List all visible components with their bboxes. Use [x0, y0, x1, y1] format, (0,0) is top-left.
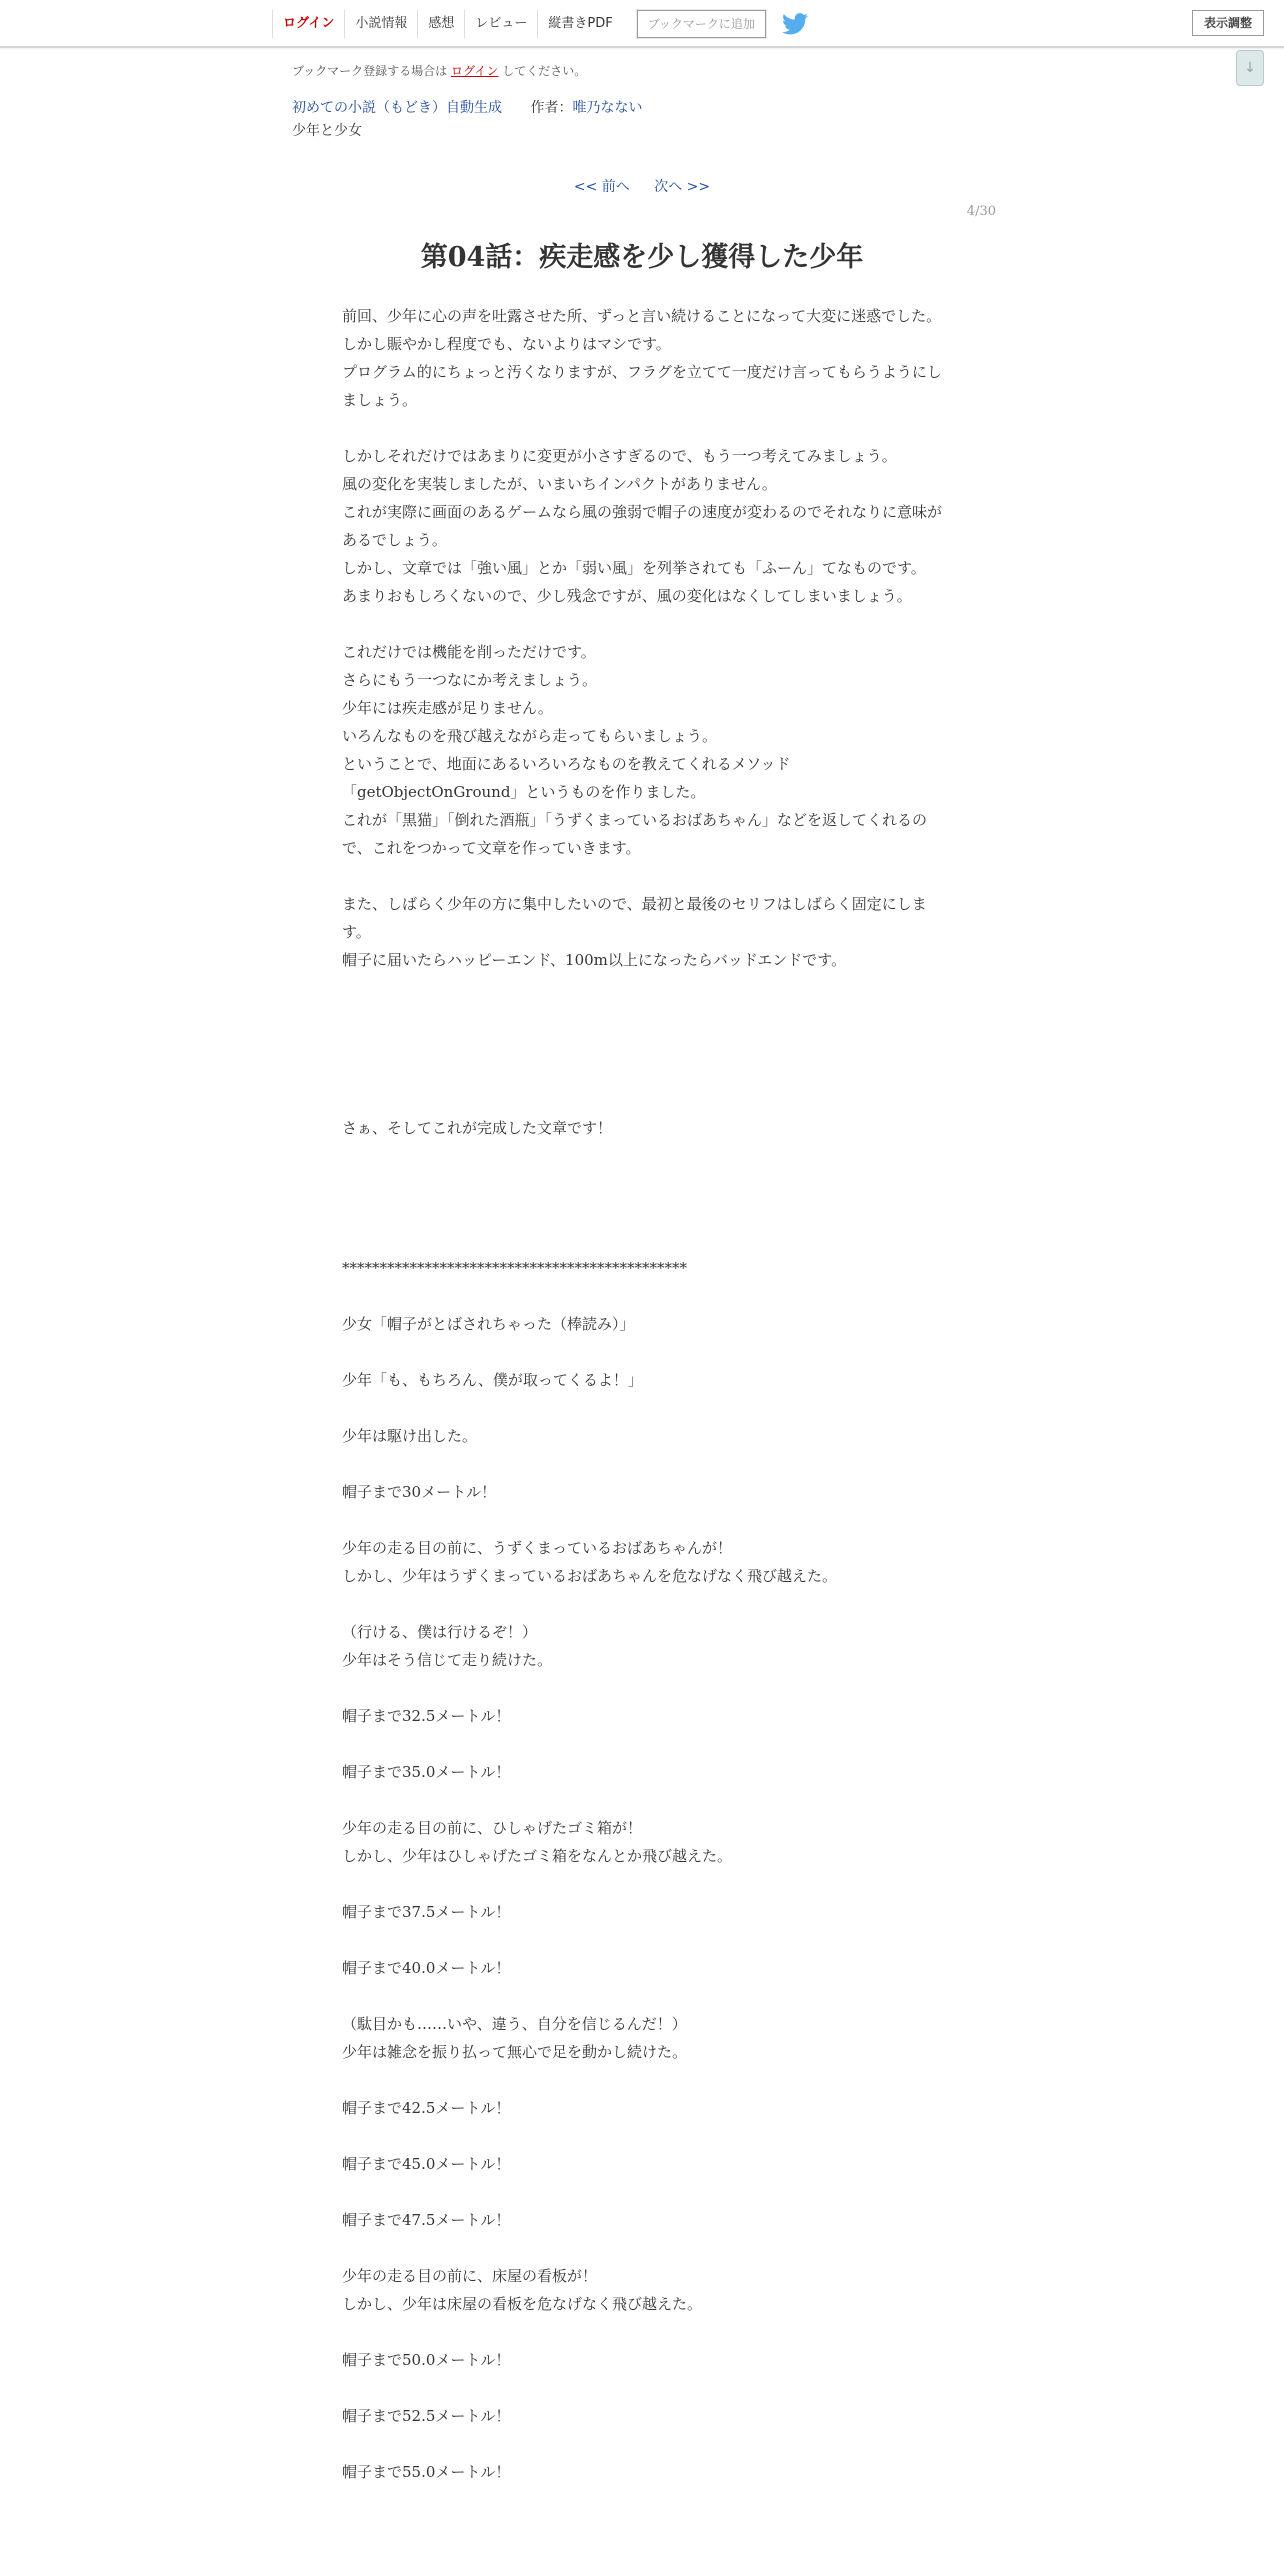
body-line: しかしそれだけではあまりに変更が小さすぎるので、もう一つ考えてみましょう。: [342, 447, 897, 465]
novel-title-line: [292, 97, 642, 117]
login-notice: [292, 62, 586, 79]
body-line: 帽子まで30メートル！: [342, 1483, 497, 1501]
body-line: [342, 1338, 942, 1366]
body-line: 帽子まで45.0メートル！: [342, 2155, 511, 2173]
body-line: 帽子まで37.5メートル！: [342, 1903, 511, 1921]
body-line: [342, 1730, 942, 1758]
body-line: 少年「も、もちろん、僕が取ってくるよ！」: [342, 1371, 643, 1389]
body-line: 少女「帽子がとばされちゃった（棒読み）」: [342, 1315, 635, 1333]
pager: [0, 176, 1284, 196]
body-line: [342, 1058, 942, 1086]
body-line: [342, 1142, 942, 1170]
nav-login[interactable]: ログイン: [272, 10, 344, 38]
body-line: [342, 414, 942, 442]
body-line: [342, 1394, 942, 1422]
body-line: 少年はそう信じて走り続けた。: [342, 1651, 553, 1669]
body-line: 少年は雑念を振り払って無心で足を動かし続けた。: [342, 2043, 688, 2061]
body-line: ということで、地面にあるいろいろなものを教えてくれるメソッド「getObjectOnGround」というものを作りました。: [342, 755, 791, 801]
body-line: [342, 1198, 942, 1226]
body-line: [342, 2374, 942, 2402]
body-line: 帽子まで35.0メートル！: [342, 1763, 511, 1781]
login-notice-suffix: してください。: [502, 64, 587, 78]
body-line: [342, 2234, 942, 2262]
twitter-bird-icon[interactable]: [782, 13, 808, 35]
body-line: [342, 2122, 942, 2150]
author-link[interactable]: 唯乃なない: [572, 100, 643, 116]
body-line: [342, 1506, 942, 1534]
body-line: [342, 1450, 942, 1478]
body-line: [342, 862, 942, 890]
body-line: これが実際に画面のあるゲームなら風の強弱で帽子の速度が変わるのでそれなりに意味があるでしょう。: [342, 503, 943, 549]
body-line: [342, 2066, 942, 2094]
body-line: [342, 974, 942, 1002]
body-line: [342, 610, 942, 638]
body-line: [342, 1982, 942, 2010]
body-line: [342, 1870, 942, 1898]
nav-review[interactable]: レビュー: [464, 10, 537, 38]
body-line: （駄目かも……いや、違う、自分を信じるんだ！）: [342, 2015, 687, 2033]
body-line: [342, 1170, 942, 1198]
body-line: [342, 2430, 942, 2458]
body-line: [342, 1590, 942, 1618]
body-line: 少年の走る目の前に、床屋の看板が！: [342, 2267, 598, 2285]
body-line: [342, 1086, 942, 1114]
body-line: [342, 1926, 942, 1954]
body-line: しかし、少年は床屋の看板を危なげなく飛び越えた。: [342, 2295, 703, 2313]
body-line: 帽子まで47.5メートル！: [342, 2211, 511, 2229]
body-line: 帽子まで32.5メートル！: [342, 1707, 511, 1725]
login-notice-link[interactable]: ログイン: [451, 64, 499, 78]
author-label: 作者：: [530, 100, 573, 116]
body-line: [342, 1674, 942, 1702]
body-line: [342, 1226, 942, 1254]
body-line: 少年には疾走感が足りません。: [342, 699, 553, 717]
page-number: 4/30: [966, 204, 996, 219]
prev-page-link[interactable]: << 前へ: [573, 179, 630, 195]
body-line: しかし、文章では「強い風」とか「弱い風」を列挙されても「ふーん」てなものです。: [342, 559, 926, 577]
body-line: 少年の走る目の前に、うずくまっているおばあちゃんが！: [342, 1539, 733, 1557]
nav-impressions[interactable]: 感想: [417, 10, 464, 38]
body-line: 前回、少年に心の声を吐露させた所、ずっと言い続けることになって大変に迷惑でした。: [342, 307, 942, 325]
site-header: [0, 0, 1284, 48]
body-line: 帽子まで55.0メートル！: [342, 2463, 511, 2481]
novel-title-link[interactable]: 初めての小説（もどき）自動生成: [292, 100, 502, 116]
body-line: さらにもう一つなにか考えましょう。: [342, 671, 598, 689]
body-line: 少年の走る目の前に、ひしゃげたゴミ箱が！: [342, 1819, 643, 1837]
body-line: [342, 2318, 942, 2346]
next-page-link[interactable]: 次へ >>: [654, 179, 711, 195]
body-line: 帽子まで40.0メートル！: [342, 1959, 511, 1977]
display-settings-button[interactable]: 表示調整: [1192, 10, 1264, 36]
body-line: [342, 1030, 942, 1058]
add-bookmark-button[interactable]: ブックマークに追加: [637, 10, 766, 38]
body-line: これが「黒猫」「倒れた酒瓶」「うずくまっているおばあちゃん」などを返してくれるので、これをつかって文章を作っていきます。: [342, 811, 928, 857]
body-line: 帽子まで42.5メートル！: [342, 2099, 511, 2117]
chapter-title: 少年と少女: [292, 123, 362, 139]
body-line: （行ける、僕は行けるぞ！）: [342, 1623, 538, 1641]
body-line: 風の変化を実装しましたが、いまいちインパクトがありません。: [342, 475, 777, 493]
nav-vertical-pdf[interactable]: 縦書きPDF: [537, 10, 622, 38]
scroll-down-button[interactable]: ↓: [1236, 50, 1264, 86]
body-line: しかし、少年はひしゃげたゴミ箱をなんとか飛び越えた。: [342, 1847, 733, 1865]
body-line: [342, 1786, 942, 1814]
login-notice-prefix: ブックマーク登録する場合は: [292, 64, 448, 78]
body-line: しかし、少年はうずくまっているおばあちゃんを危なげなく飛び越えた。: [342, 1567, 838, 1585]
episode-title: 第04話：疾走感を少し獲得した少年: [420, 242, 864, 273]
body-line: いろんなものを飛び越えながら走ってもらいましょう。: [342, 727, 718, 745]
global-nav: [272, 10, 808, 38]
body-line: [342, 1282, 942, 1310]
body-line: 少年は駆け出した。: [342, 1427, 478, 1445]
body-line: **********************************************: [342, 1259, 687, 1277]
novel-body: [342, 302, 942, 2486]
nav-novel-info[interactable]: 小説情報: [344, 10, 417, 38]
body-line: [342, 1002, 942, 1030]
body-line: また、しばらく少年の方に集中したいので、最初と最後のセリフはしばらく固定にします。: [342, 895, 927, 941]
body-line: プログラム的にちょっと汚くなりますが、フラグを立てて一度だけ言ってもらうようにしましょう。: [342, 363, 942, 409]
body-line: [342, 2178, 942, 2206]
body-line: 帽子まで50.0メートル！: [342, 2351, 511, 2369]
body-line: さぁ、そしてこれが完成した文章です！: [342, 1119, 613, 1137]
body-line: 帽子まで52.5メートル！: [342, 2407, 511, 2425]
body-line: 帽子に届いたらハッピーエンド、100m以上になったらバッドエンドです。: [342, 951, 847, 969]
body-line: これだけでは機能を削っただけです。: [342, 643, 596, 661]
body-line: あまりおもしろくないので、少し残念ですが、風の変化はなくしてしまいましょう。: [342, 587, 912, 605]
body-line: しかし賑やかし程度でも、ないよりはマシです。: [342, 335, 671, 353]
